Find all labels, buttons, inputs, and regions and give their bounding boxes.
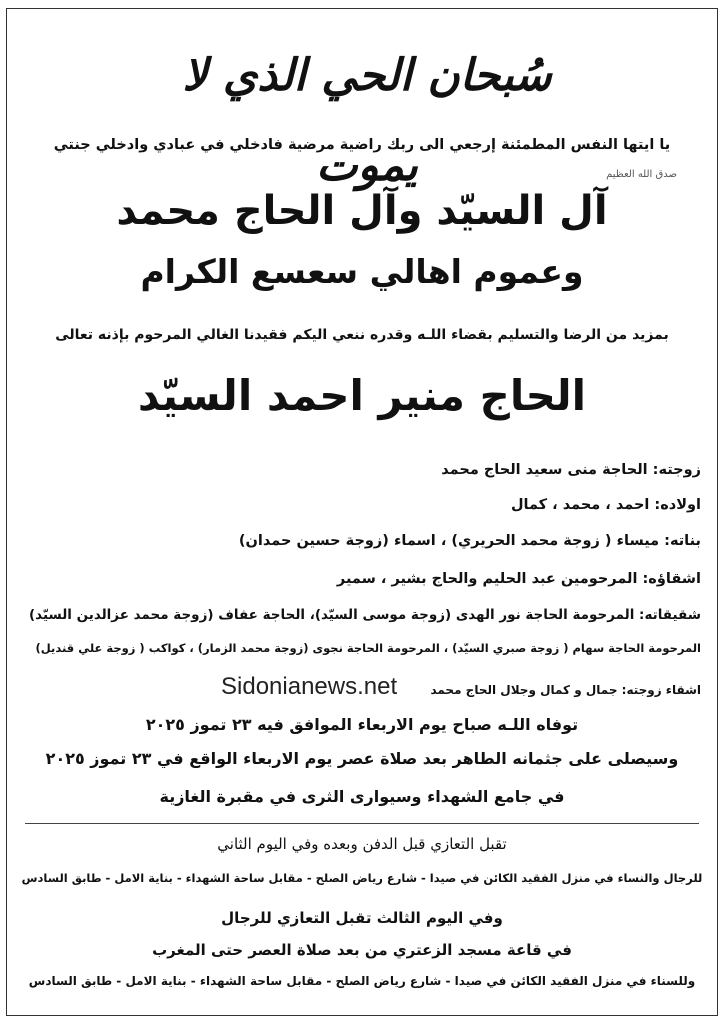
condolences-line4: في قاعة مسجد الزعتري من بعد صلاة العصر حتى المغرب [152,941,572,959]
relative-wife-brothers: اشقاء زوجته: جمال و كمال وجلال الحاج محمد [430,683,701,697]
obituary-page [6,8,718,1016]
death-date: توفاه اللـه صباح يوم الاربعاء الموافق فيه ٢٣ تموز ٢٠٢٥ [145,715,579,734]
condolences-line5: وللسناء في منزل الفقيد الكائن في صيدا - شارع رياض الصلح - مقابل ساحة الشهداء - بناية الامل - طابق السادس [28,974,696,988]
announcement-intro: بمزيد من الرضا والتسليم بقضاء اللـه وقدره ننعي اليكم فقيدنا الغالي المرحوم بإذنه تعالى [55,327,669,343]
relative-sons: اولاده: احمد ، محمد ، كمال [510,497,701,513]
condolences-line1: تقبل التعازي قبل الدفن وبعده وفي اليوم الثاني [217,835,507,853]
verse-closing: صدق الله العظيم [606,169,677,180]
relative-brothers: اشقاؤه: المرحومين عبد الحليم والحاج بشير ، سمير [336,571,701,587]
condolences-line3: وفي اليوم الثالث تقبل التعازي للرجال [221,909,503,927]
relative-wife: زوجته: الحاجة منى سعيد الحاج محمد [441,462,701,478]
family-names-line1: آل السيّد وآل الحاج محمد [116,188,608,234]
website-watermark: Sidonianews.net [221,673,398,700]
relative-sisters-line2: المرحومة الحاجة سهام ( زوجة صبري السيّد) ، المرحومة الحاجة نجوى (زوجة محمد الزمار) ، كواكب ( زوجة علي قنديل) [35,641,701,655]
quran-verse: يا ايتها النفس المطمئنة إرجعي الى ربك راضية مرضية فادخلي في عبادي وادخلي جنتي [53,137,671,153]
family-names-line2: وعموم اهالي سعسع الكرام [140,252,584,291]
funeral-prayer: وسيصلى على جثمانه الطاهر بعد صلاة عصر يوم الاربعاء الواقع في ٢٣ تموز ٢٠٢٥ [45,749,679,768]
relative-sisters-line1: شقيقاته: المرحومة الحاجة نور الهدى (زوجة موسى السيّد)، الحاجة عفاف (زوجة محمد عزالدين السيّد) [28,607,701,623]
deceased-name: الحاج منير احمد السيّد [137,371,587,420]
relative-daughters: بناته: ميساء ( زوجة محمد الحريري) ، اسماء (زوجة حسين حمدان) [238,533,701,549]
condolences-line2: للرجال والنساء في منزل الفقيد الكائن في صيدا - شارع رياض الصلح - مقابل ساحة الشهداء - بناية الامل - طابق السادس [21,871,703,885]
burial-place: في جامع الشهداء وسيوارى الثرى في مقبرة الغازية [159,787,565,806]
section-divider [25,823,699,824]
calligraphy-heading: سُبحان الحي الذي لا يموت [182,50,552,191]
